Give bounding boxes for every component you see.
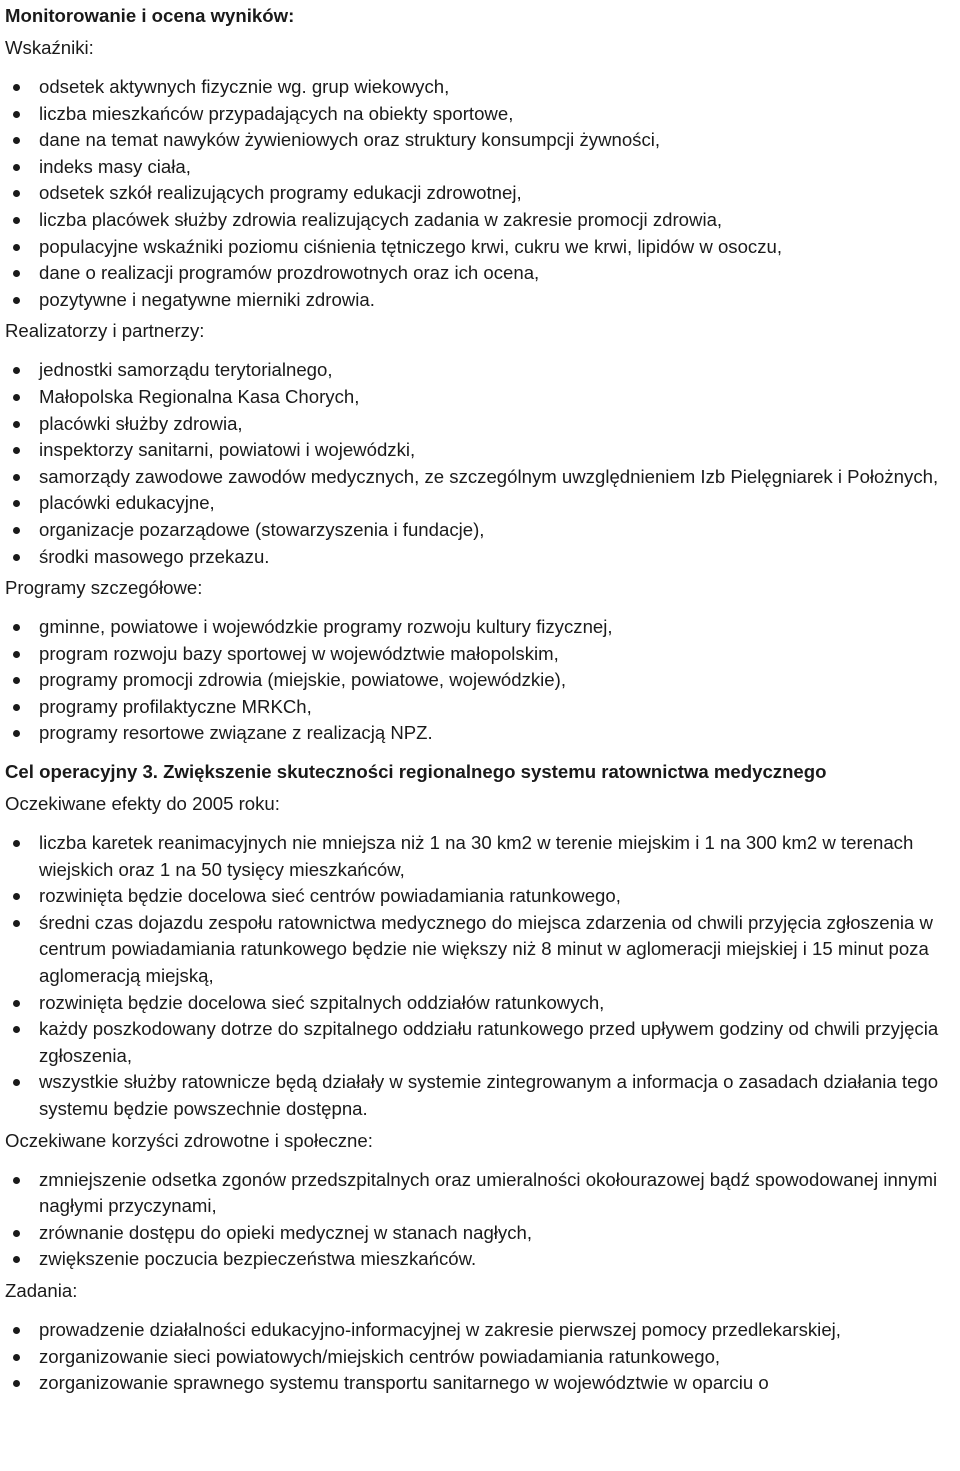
list-item: zrównanie dostępu do opieki medycznej w stanach nagłych, — [5, 1220, 960, 1247]
subheading-partners: Realizatorzy i partnerzy: — [5, 320, 205, 342]
programs-list — [5, 614, 960, 747]
list-item: pozytywne i negatywne mierniki zdrowia. — [5, 287, 960, 314]
list-item: środki masowego przekazu. — [5, 544, 960, 571]
subheading-tasks: Zadania: — [5, 1279, 78, 1301]
section-title-goal-3: Cel operacyjny 3. Zwiększenie skuteczności regionalnego systemu ratownictwa medycznego — [5, 761, 827, 783]
list-item: rozwinięta będzie docelowa sieć szpitalnych oddziałów ratunkowych, — [5, 990, 960, 1017]
list-item: inspektorzy sanitarni, powiatowi i wojewódzki, — [5, 437, 960, 464]
list-item: samorządy zawodowe zawodów medycznych, ze szczególnym uwzględnieniem Izb Pielęgniarek i Położnych, — [5, 464, 960, 491]
list-item: gminne, powiatowe i wojewódzkie programy rozwoju kultury fizycznej, — [5, 614, 960, 641]
health-benefits-list — [5, 1167, 960, 1273]
list-item: placówki edukacyjne, — [5, 490, 960, 517]
expected-effects-list — [5, 830, 960, 1123]
list-item: zorganizowanie sprawnego systemu transportu sanitarnego w województwie w oparciu o — [5, 1370, 960, 1397]
list-item: program rozwoju bazy sportowej w województwie małopolskim, — [5, 641, 960, 668]
list-item: zorganizowanie sieci powiatowych/miejskich centrów powiadamiania ratunkowego, — [5, 1344, 960, 1371]
list-item: każdy poszkodowany dotrze do szpitalnego oddziału ratunkowego przed upływem godziny od chwili przyjęcia zgłoszenia, — [5, 1016, 960, 1069]
list-item: zmniejszenie odsetka zgonów przedszpitalnych oraz umieralności okołourazowej bądź spowodowanej innymi nagłymi przyczynami, — [5, 1167, 960, 1220]
list-item: liczba placówek służby zdrowia realizujących zadania w zakresie promocji zdrowia, — [5, 207, 960, 234]
list-item: populacyjne wskaźniki poziomu ciśnienia tętniczego krwi, cukru we krwi, lipidów w osoczu, — [5, 234, 960, 261]
section-title-monitoring: Monitorowanie i ocena wyników: — [5, 5, 295, 26]
list-item: zwiększenie poczucia bezpieczeństwa mieszkańców. — [5, 1246, 960, 1273]
tasks-list — [5, 1317, 960, 1397]
list-item: średni czas dojazdu zespołu ratownictwa medycznego do miejsca zdarzenia od chwili przyjęcia zgłoszenia w centrum powiadamiania ratunkowego będzie nie większy niż 8 minut w aglomeracji miejskiej i 15 minut poza aglomeracją miejską, — [5, 910, 960, 990]
list-item: wszystkie służby ratownicze będą działały w systemie zintegrowanym a informacja o zasadach działania tego systemu będzie powszechnie dostępna. — [5, 1069, 960, 1122]
list-item: rozwinięta będzie docelowa sieć centrów powiadamiania ratunkowego, — [5, 883, 960, 910]
partners-list — [5, 357, 960, 570]
list-item: programy resortowe związane z realizacją NPZ. — [5, 720, 960, 747]
list-item: odsetek szkół realizujących programy edukacji zdrowotnej, — [5, 180, 960, 207]
subheading-indicators: Wskaźniki: — [5, 37, 94, 58]
list-item: placówki służby zdrowia, — [5, 411, 960, 438]
list-item: jednostki samorządu terytorialnego, — [5, 357, 960, 384]
list-item: dane na temat nawyków żywieniowych oraz struktury konsumpcji żywności, — [5, 127, 960, 154]
indicators-list — [5, 74, 960, 313]
list-item: Małopolska Regionalna Kasa Chorych, — [5, 384, 960, 411]
list-item: dane o realizacji programów prozdrowotnych oraz ich ocena, — [5, 260, 960, 287]
subheading-health-benefits: Oczekiwane korzyści zdrowotne i społeczne: — [5, 1129, 373, 1151]
list-item: indeks masy ciała, — [5, 154, 960, 181]
document-page — [5, 0, 960, 1397]
subheading-expected-effects: Oczekiwane efekty do 2005 roku: — [5, 793, 280, 815]
subheading-programs: Programy szczegółowe: — [5, 577, 203, 599]
list-item: organizacje pozarządowe (stowarzyszenia i fundacje), — [5, 517, 960, 544]
list-item: liczba mieszkańców przypadających na obiekty sportowe, — [5, 101, 960, 128]
list-item: prowadzenie działalności edukacyjno-informacyjnej w zakresie pierwszej pomocy przedlekarskiej, — [5, 1317, 960, 1344]
list-item: liczba karetek reanimacyjnych nie mniejsza niż 1 na 30 km2 w terenie miejskim i 1 na 300 km2 w terenach wiejskich oraz 1 na 50 tysięcy mieszkańców, — [5, 830, 960, 883]
list-item: odsetek aktywnych fizycznie wg. grup wiekowych, — [5, 74, 960, 101]
list-item: programy profilaktyczne MRKCh, — [5, 694, 960, 721]
list-item: programy promocji zdrowia (miejskie, powiatowe, wojewódzkie), — [5, 667, 960, 694]
